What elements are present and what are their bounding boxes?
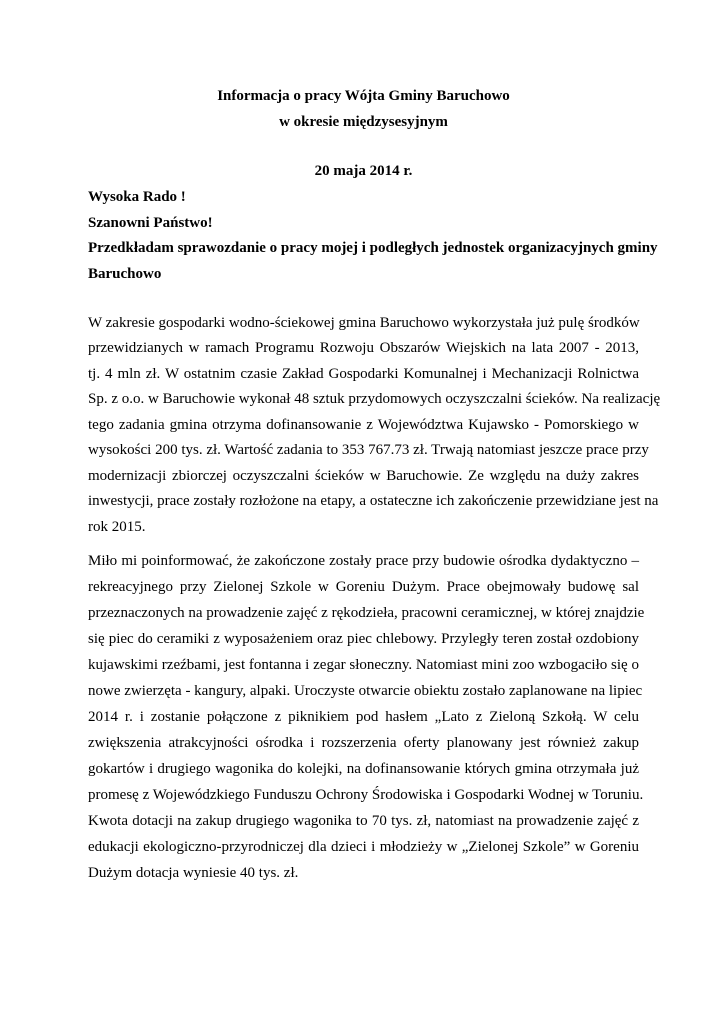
paragraph-line: rok 2015. [88, 519, 146, 535]
greeting-line-2: Szanowni Państwo! [88, 215, 213, 231]
paragraph-line: promesę z Wojewódzkiego Funduszu Ochrony Środowiska i Gospodarki Wodnej w Toruniu. [88, 787, 644, 803]
document-date: 20 maja 2014 r. [314, 163, 413, 179]
greeting-line-1: Wysoka Rado ! [88, 189, 186, 205]
paragraph-line: tego zadania gmina otrzyma dofinansowanie z Województwa Kujawsko - Pomorskiego w [88, 417, 639, 433]
document-subtitle: w okresie międzysesyjnym [279, 114, 448, 130]
paragraph-line: Sp. z o.o. w Baruchowie wykonał 48 sztuk przydomowych oczyszczalni ścieków. Na realizację [88, 391, 661, 407]
paragraph-line: Dużym dotacja wyniesie 40 tys. zł. [88, 865, 299, 881]
document-title: Informacja o pracy Wójta Gminy Baruchowo [217, 88, 510, 104]
paragraph-line: edukacji ekologiczno-przyrodniczej dla dzieci i młodzieży w „Zielonej Szkole” w Goreniu [88, 839, 639, 855]
paragraph-line: przeznaczonych na prowadzenie zajęć z rękodzieła, pracowni ceramicznej, w której znajdzie [88, 605, 645, 621]
paragraph-line: wysokości 200 tys. zł. Wartość zadania to 353 767.73 zł. Trwają natomiast jeszcze prace przy [88, 442, 649, 458]
intro-line-1: Przedkładam sprawozdanie o pracy mojej i podległych jednostek organizacyjnych gminy [88, 240, 658, 256]
paragraph-line: się piec do ceramiki z wyposażeniem oraz piec chlebowy. Przyległy teren został ozdobiony [88, 631, 639, 647]
paragraph-line: modernizacji zbiorczej oczyszczalni ścieków w Baruchowie. Ze względu na duży zakres [88, 468, 639, 484]
paragraph-line: gokartów i drugiego wagonika do kolejki, na dofinansowanie których gmina otrzymała już [88, 761, 639, 777]
paragraph-line: kujawskimi rzeźbami, jest fontanna i zegar słoneczny. Natomiast mini zoo wzbogaciło się o [88, 657, 639, 673]
paragraph-line: Miło mi poinformować, że zakończone zostały prace przy budowie ośrodka dydaktyczno – [88, 553, 639, 569]
intro-line-2: Baruchowo [88, 266, 162, 282]
paragraph-line: przewidzianych w ramach Programu Rozwoju Obszarów Wiejskich na lata 2007 - 2013, [88, 340, 639, 356]
paragraph-line: nowe zwierzęta - kangury, alpaki. Uroczyste otwarcie obiektu zostało zaplanowane na lipiec [88, 683, 643, 699]
paragraph-line: Kwota dotacji na zakup drugiego wagonika to 70 tys. zł, natomiast na prowadzenie zajęć z [88, 813, 639, 829]
paragraph-line: tj. 4 mln zł. W ostatnim czasie Zakład Gospodarki Komunalnej i Mechanizacji Rolnictwa [88, 366, 639, 382]
paragraph-line: inwestycji, prace zostały rozłożone na etapy, a ostateczne ich zakończenie przewidziane jest na [88, 493, 659, 509]
paragraph-line: 2014 r. i zostanie połączone z piknikiem pod hasłem „Lato z Zieloną Szkołą. W celu [88, 709, 639, 725]
paragraph-line: rekreacyjnego przy Zielonej Szkole w Goreniu Dużym. Prace obejmowały budowę sal [88, 579, 639, 595]
paragraph-line: W zakresie gospodarki wodno-ściekowej gmina Baruchowo wykorzystała już pulę środków [88, 315, 640, 331]
paragraph-line: zwiększenia atrakcyjności ośrodka i rozszerzenia oferty planowany jest również zakup [88, 735, 639, 751]
